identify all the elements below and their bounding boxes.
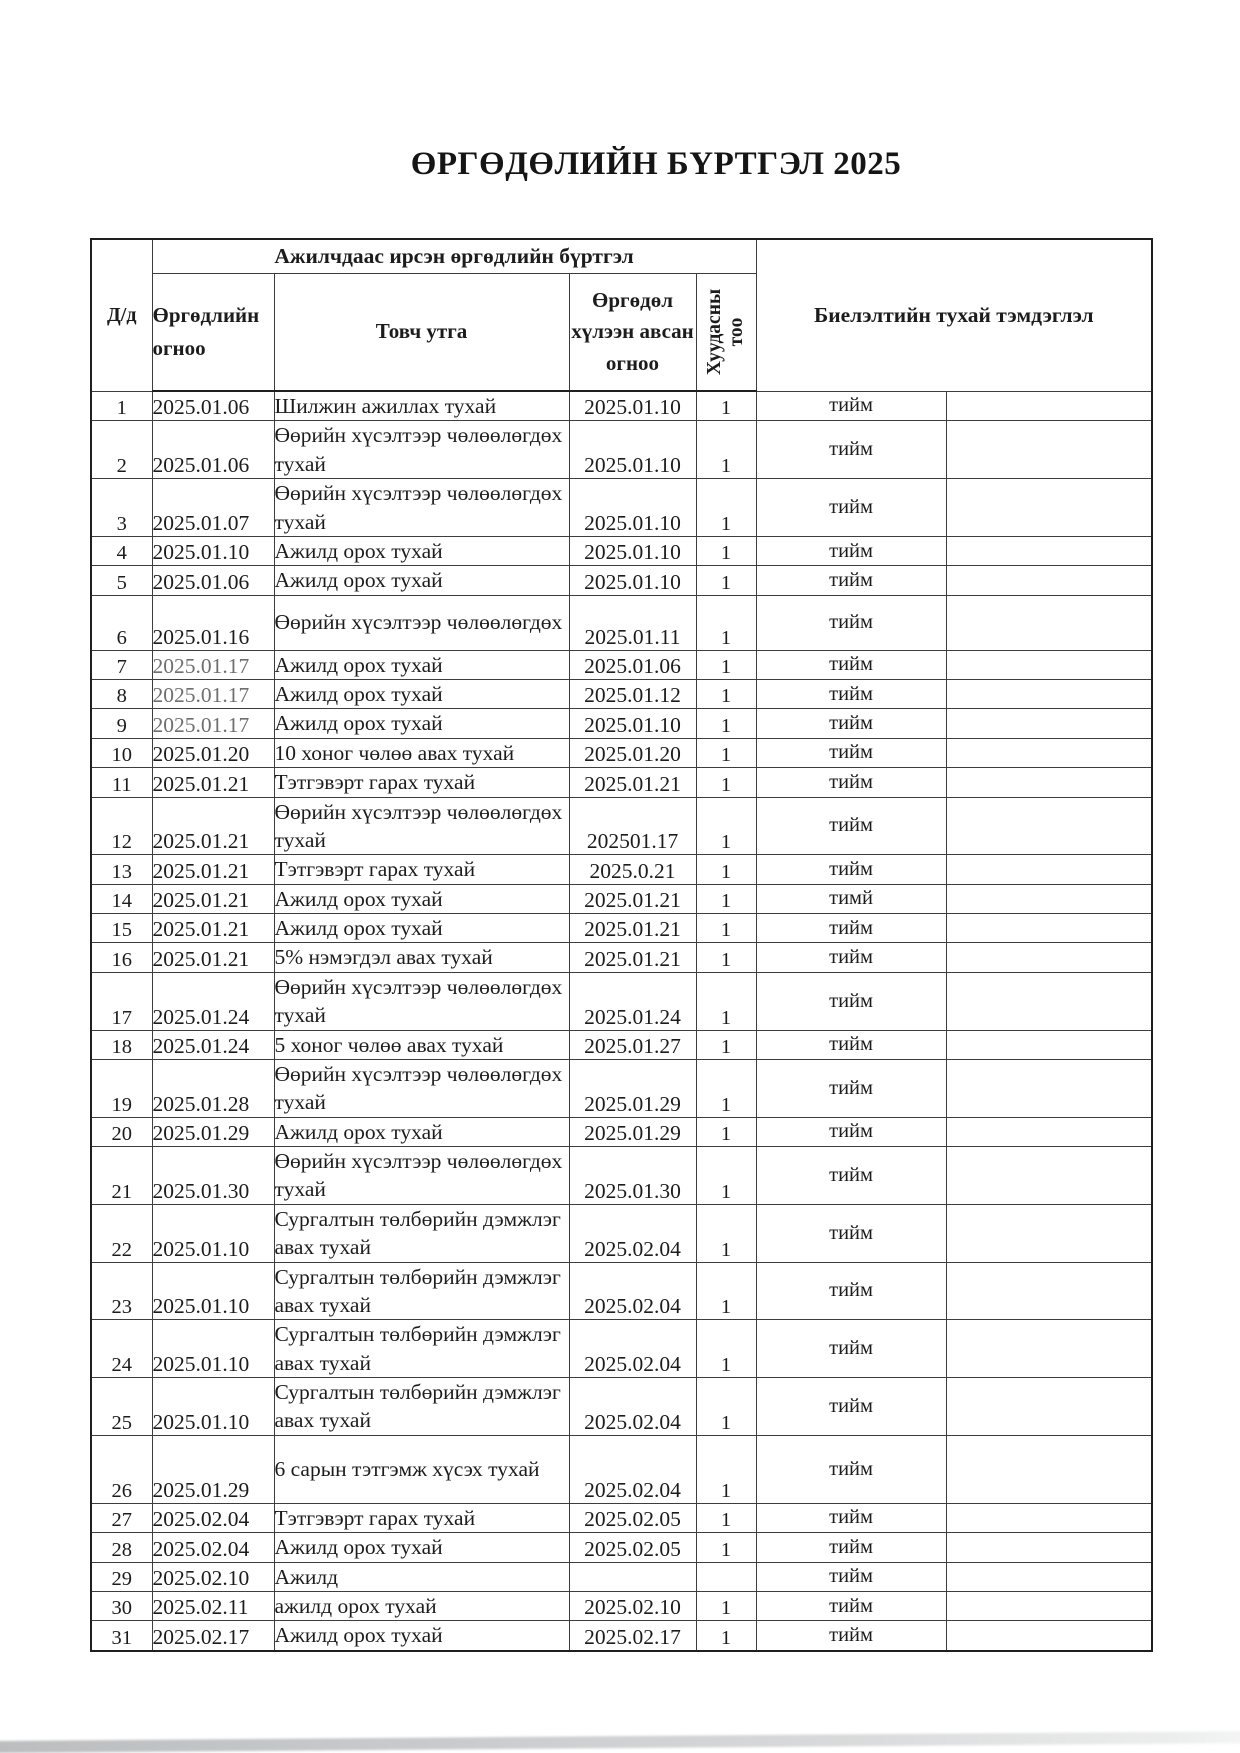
application-date-cell: 2025.02.04: [152, 1503, 274, 1532]
table-row: [91, 1533, 1152, 1562]
row-number-cell: 4: [91, 536, 152, 565]
application-date-cell: 2025.01.21: [152, 884, 274, 913]
page-count-cell: 1: [696, 1533, 756, 1562]
page-count-cell: 1: [696, 797, 756, 855]
page-count-cell: 1: [696, 1621, 756, 1651]
application-date-cell: 2025.01.24: [152, 1030, 274, 1059]
remark-cell: [946, 595, 1152, 650]
table-header: [91, 239, 1152, 391]
scan-edge-shadow: [0, 1731, 1240, 1753]
application-date-cell: 2025.01.21: [152, 914, 274, 943]
note-cell: тийм: [756, 421, 946, 479]
received-date-cell: 2025.01.10: [569, 536, 696, 565]
row-number-cell: 18: [91, 1030, 152, 1059]
table-row: [91, 884, 1152, 913]
page-count-cell: 1: [696, 1503, 756, 1532]
note-cell: тийм: [756, 566, 946, 595]
page-count-cell: 1: [696, 680, 756, 709]
remark-cell: [946, 1059, 1152, 1117]
table-row: [91, 855, 1152, 884]
table-row: [91, 943, 1152, 972]
note-cell: тийм: [756, 1147, 946, 1205]
application-date-cell: 2025.01.06: [152, 391, 274, 421]
summary-cell: Өөрийн хүсэлтээр чөлөөлөгдөх тухай: [274, 479, 569, 537]
note-cell: тийм: [756, 972, 946, 1030]
received-date-cell: 2025.01.29: [569, 1059, 696, 1117]
remark-cell: [946, 738, 1152, 767]
row-number-cell: 11: [91, 768, 152, 797]
table-row: [91, 1117, 1152, 1146]
received-date-cell: 2025.02.05: [569, 1533, 696, 1562]
table-row: [91, 709, 1152, 738]
table-row: [91, 914, 1152, 943]
received-date-cell: 2025.01.21: [569, 914, 696, 943]
row-number-cell: 27: [91, 1503, 152, 1532]
table-row: [91, 536, 1152, 565]
remark-cell: [946, 536, 1152, 565]
remark-cell: [946, 943, 1152, 972]
page-count-cell: 1: [696, 768, 756, 797]
table-row: [91, 1262, 1152, 1320]
summary-cell: Сургалтын төлбөрийн дэмжлэг авах тухай: [274, 1204, 569, 1262]
remark-cell: [946, 1378, 1152, 1436]
summary-cell: Өөрийн хүсэлтээр чөлөөлөгдөх тухай: [274, 1147, 569, 1205]
received-date-cell: 2025.01.12: [569, 680, 696, 709]
remark-cell: [946, 1621, 1152, 1651]
application-registry-table: [90, 238, 1153, 1652]
application-date-cell: 2025.02.04: [152, 1533, 274, 1562]
remark-cell: [946, 884, 1152, 913]
application-date-cell: 2025.02.10: [152, 1562, 274, 1591]
note-cell: тийм: [756, 943, 946, 972]
row-number-cell: 25: [91, 1378, 152, 1436]
note-cell: тийм: [756, 1117, 946, 1146]
page-count-cell: 1: [696, 1262, 756, 1320]
summary-cell: Тэтгэвэрт гарах тухай: [274, 768, 569, 797]
table-row: [91, 1030, 1152, 1059]
row-number-cell: 31: [91, 1621, 152, 1651]
received-date-cell: 2025.0.21: [569, 855, 696, 884]
row-number-cell: 16: [91, 943, 152, 972]
application-date-cell: 2025.01.10: [152, 1204, 274, 1262]
header-row-group: [91, 239, 1152, 273]
header-row-number: Д/д: [91, 239, 152, 391]
header-application-date: Өргөдлийн огноо: [152, 273, 274, 391]
received-date-cell: 2025.02.10: [569, 1591, 696, 1620]
received-date-cell: 2025.02.04: [569, 1320, 696, 1378]
application-date-cell: 2025.01.21: [152, 768, 274, 797]
row-number-cell: 26: [91, 1435, 152, 1503]
row-number-cell: 17: [91, 972, 152, 1030]
page-count-cell: 1: [696, 1320, 756, 1378]
summary-cell: Ажилд орох тухай: [274, 884, 569, 913]
page-count-cell: 1: [696, 536, 756, 565]
summary-cell: Тэтгэвэрт гарах тухай: [274, 1503, 569, 1532]
document-title: ӨРГӨДӨЛИЙН БҮРТГЭЛ 2025: [410, 146, 902, 182]
summary-cell: Ажилд орох тухай: [274, 1533, 569, 1562]
page-count-cell: 1: [696, 1591, 756, 1620]
received-date-cell: 2025.02.04: [569, 1262, 696, 1320]
remark-cell: [946, 709, 1152, 738]
note-cell: тийм: [756, 768, 946, 797]
remark-cell: [946, 972, 1152, 1030]
received-date-cell: 2025.02.04: [569, 1378, 696, 1436]
row-number-cell: 14: [91, 884, 152, 913]
application-date-cell: 2025.01.29: [152, 1117, 274, 1146]
application-date-cell: 2025.01.30: [152, 1147, 274, 1205]
remark-cell: [946, 1117, 1152, 1146]
page-count-cell: 1: [696, 884, 756, 913]
summary-cell: Өөрийн хүсэлтээр чөлөөлөгдөх тухай: [274, 421, 569, 479]
table-row: [91, 738, 1152, 767]
received-date-cell: [569, 1562, 696, 1591]
note-cell: тийм: [756, 1030, 946, 1059]
page-count-cell: 1: [696, 566, 756, 595]
summary-cell: Ажилд орох тухай: [274, 650, 569, 679]
summary-cell: 6 сарын тэтгэмж хүсэх тухай: [274, 1435, 569, 1503]
page-count-cell: 1: [696, 1059, 756, 1117]
summary-cell: Өөрийн хүсэлтээр чөлөөлөгдөх: [274, 595, 569, 650]
table-row: [91, 391, 1152, 421]
note-cell: тийм: [756, 1533, 946, 1562]
note-cell: тийм: [756, 595, 946, 650]
received-date-cell: 2025.01.29: [569, 1117, 696, 1146]
summary-cell: 5% нэмэгдэл авах тухай: [274, 943, 569, 972]
remark-cell: [946, 566, 1152, 595]
table-row: [91, 1503, 1152, 1532]
note-cell: тийм: [756, 479, 946, 537]
note-cell: тийм: [756, 1621, 946, 1651]
table-row: [91, 566, 1152, 595]
row-number-cell: 2: [91, 421, 152, 479]
page-count-cell: 1: [696, 738, 756, 767]
received-date-cell: 2025.01.20: [569, 738, 696, 767]
row-number-cell: 28: [91, 1533, 152, 1562]
received-date-cell: 2025.01.21: [569, 768, 696, 797]
application-date-cell: 2025.01.16: [152, 595, 274, 650]
table-row: [91, 479, 1152, 537]
summary-cell: Ажилд орох тухай: [274, 680, 569, 709]
table-row: [91, 1320, 1152, 1378]
note-cell: тийм: [756, 680, 946, 709]
note-cell: тийм: [756, 536, 946, 565]
application-date-cell: 2025.01.10: [152, 1320, 274, 1378]
page-count-cell: 1: [696, 1147, 756, 1205]
note-cell: тимй: [756, 884, 946, 913]
application-date-cell: 2025.01.17: [152, 680, 274, 709]
remark-cell: [946, 768, 1152, 797]
page-count-cell: 1: [696, 1204, 756, 1262]
remark-cell: [946, 1533, 1152, 1562]
received-date-cell: 2025.02.05: [569, 1503, 696, 1532]
row-number-cell: 22: [91, 1204, 152, 1262]
summary-cell: Тэтгэвэрт гарах тухай: [274, 855, 569, 884]
summary-cell: 5 хоног чөлөө авах тухай: [274, 1030, 569, 1059]
application-date-cell: 2025.01.21: [152, 943, 274, 972]
row-number-cell: 10: [91, 738, 152, 767]
application-date-cell: 2025.01.21: [152, 797, 274, 855]
summary-cell: Өөрийн хүсэлтээр чөлөөлөгдөх тухай: [274, 797, 569, 855]
page-count-cell: 1: [696, 709, 756, 738]
row-number-cell: 3: [91, 479, 152, 537]
page-count-cell: 1: [696, 595, 756, 650]
remark-cell: [946, 1503, 1152, 1532]
application-date-cell: 2025.01.06: [152, 421, 274, 479]
table-row: [91, 421, 1152, 479]
table-row: [91, 1621, 1152, 1651]
row-number-cell: 12: [91, 797, 152, 855]
application-date-cell: 2025.01.29: [152, 1435, 274, 1503]
remark-cell: [946, 855, 1152, 884]
header-group-title: Ажилчдаас ирсэн өргөдлийн бүртгэл: [152, 239, 756, 273]
header-page-count: [696, 273, 756, 391]
remark-cell: [946, 391, 1152, 421]
application-date-cell: 2025.01.17: [152, 650, 274, 679]
received-date-cell: 2025.01.10: [569, 479, 696, 537]
note-cell: тийм: [756, 709, 946, 738]
summary-cell: Өөрийн хүсэлтээр чөлөөлөгдөх тухай: [274, 1059, 569, 1117]
table-row: [91, 1059, 1152, 1117]
page-count-cell: 1: [696, 914, 756, 943]
page-count-cell: 1: [696, 855, 756, 884]
row-number-cell: 13: [91, 855, 152, 884]
received-date-cell: 2025.02.04: [569, 1435, 696, 1503]
note-cell: тийм: [756, 1204, 946, 1262]
table-row: [91, 1562, 1152, 1591]
remark-cell: [946, 1320, 1152, 1378]
note-cell: тийм: [756, 1435, 946, 1503]
remark-cell: [946, 1591, 1152, 1620]
row-number-cell: 15: [91, 914, 152, 943]
remark-cell: [946, 914, 1152, 943]
summary-cell: Ажилд орох тухай: [274, 709, 569, 738]
page-count-cell: 1: [696, 1030, 756, 1059]
row-number-cell: 30: [91, 1591, 152, 1620]
row-number-cell: 9: [91, 709, 152, 738]
table-row: [91, 1435, 1152, 1503]
note-cell: тийм: [756, 1591, 946, 1620]
note-cell: тийм: [756, 1503, 946, 1532]
page-count-cell: 1: [696, 943, 756, 972]
summary-cell: 10 хоног чөлөө авах тухай: [274, 738, 569, 767]
table-row: [91, 1591, 1152, 1620]
row-number-cell: 20: [91, 1117, 152, 1146]
note-cell: тийм: [756, 1378, 946, 1436]
row-number-cell: 1: [91, 391, 152, 421]
note-cell: тийм: [756, 797, 946, 855]
remark-cell: [946, 797, 1152, 855]
page-count-cell: 1: [696, 391, 756, 421]
received-date-cell: 2025.01.11: [569, 595, 696, 650]
application-date-cell: 2025.01.10: [152, 1378, 274, 1436]
table-row: [91, 768, 1152, 797]
application-date-cell: 2025.01.28: [152, 1059, 274, 1117]
page-count-cell: 1: [696, 1435, 756, 1503]
note-cell: тийм: [756, 391, 946, 421]
received-date-cell: 2025.02.04: [569, 1204, 696, 1262]
header-page-count-vertical-label: Хуудасны тоо: [704, 288, 748, 375]
row-number-cell: 7: [91, 650, 152, 679]
table-row: [91, 680, 1152, 709]
application-date-cell: 2025.01.10: [152, 1262, 274, 1320]
received-date-cell: 2025.02.17: [569, 1621, 696, 1651]
received-date-cell: 2025.01.06: [569, 650, 696, 679]
summary-cell: Ажилд орох тухай: [274, 914, 569, 943]
row-number-cell: 19: [91, 1059, 152, 1117]
table-row: [91, 972, 1152, 1030]
application-date-cell: 2025.01.24: [152, 972, 274, 1030]
summary-cell: Ажилд орох тухай: [274, 1621, 569, 1651]
table-row: [91, 1147, 1152, 1205]
page-count-cell: 1: [696, 1117, 756, 1146]
remark-cell: [946, 421, 1152, 479]
row-number-cell: 24: [91, 1320, 152, 1378]
application-date-cell: 2025.01.07: [152, 479, 274, 537]
remark-cell: [946, 1030, 1152, 1059]
received-date-cell: 2025.01.30: [569, 1147, 696, 1205]
summary-cell: Сургалтын төлбөрийн дэмжлэг авах тухай: [274, 1262, 569, 1320]
note-cell: тийм: [756, 1320, 946, 1378]
received-date-cell: 2025.01.10: [569, 391, 696, 421]
received-date-cell: 2025.01.21: [569, 943, 696, 972]
summary-cell: Ажилд орох тухай: [274, 566, 569, 595]
table-row: [91, 1204, 1152, 1262]
received-date-cell: 202501.17: [569, 797, 696, 855]
received-date-cell: 2025.01.10: [569, 421, 696, 479]
summary-cell: Өөрийн хүсэлтээр чөлөөлөгдөх тухай: [274, 972, 569, 1030]
remark-cell: [946, 1562, 1152, 1591]
page-count-cell: 1: [696, 972, 756, 1030]
remark-cell: [946, 479, 1152, 537]
row-number-cell: 6: [91, 595, 152, 650]
note-cell: тийм: [756, 1059, 946, 1117]
summary-cell: Сургалтын төлбөрийн дэмжлэг авах тухай: [274, 1320, 569, 1378]
table-row: [91, 1378, 1152, 1436]
application-date-cell: 2025.01.10: [152, 536, 274, 565]
remark-cell: [946, 650, 1152, 679]
table-body: [91, 391, 1152, 1651]
row-number-cell: 23: [91, 1262, 152, 1320]
note-cell: тийм: [756, 738, 946, 767]
remark-cell: [946, 1147, 1152, 1205]
page-count-cell: 1: [696, 421, 756, 479]
remark-cell: [946, 1262, 1152, 1320]
note-cell: тийм: [756, 1262, 946, 1320]
application-date-cell: 2025.01.06: [152, 566, 274, 595]
summary-cell: Шилжин ажиллах тухай: [274, 391, 569, 421]
received-date-cell: 2025.01.21: [569, 884, 696, 913]
note-cell: тийм: [756, 650, 946, 679]
application-date-cell: 2025.01.20: [152, 738, 274, 767]
application-date-cell: 2025.01.17: [152, 709, 274, 738]
summary-cell: Ажилд орох тухай: [274, 536, 569, 565]
page-count-cell: 1: [696, 650, 756, 679]
note-cell: тийм: [756, 914, 946, 943]
summary-cell: Ажилд орох тухай: [274, 1117, 569, 1146]
remark-cell: [946, 1204, 1152, 1262]
page-count-cell: 1: [696, 479, 756, 537]
table-row: [91, 650, 1152, 679]
row-number-cell: 8: [91, 680, 152, 709]
note-cell: тийм: [756, 1562, 946, 1591]
row-number-cell: 5: [91, 566, 152, 595]
header-note: Биелэлтийн тухай тэмдэглэл: [756, 239, 1152, 391]
received-date-cell: 2025.01.24: [569, 972, 696, 1030]
application-date-cell: 2025.01.21: [152, 855, 274, 884]
application-date-cell: 2025.02.11: [152, 1591, 274, 1620]
header-received-date: Өргөдөл хүлээн авсан огноо: [569, 273, 696, 391]
row-number-cell: 29: [91, 1562, 152, 1591]
summary-cell: ажилд орох тухай: [274, 1591, 569, 1620]
remark-cell: [946, 680, 1152, 709]
page-count-cell: [696, 1562, 756, 1591]
application-date-cell: 2025.02.17: [152, 1621, 274, 1651]
received-date-cell: 2025.01.10: [569, 709, 696, 738]
table-row: [91, 595, 1152, 650]
note-cell: тийм: [756, 855, 946, 884]
summary-cell: Ажилд: [274, 1562, 569, 1591]
table-row: [91, 797, 1152, 855]
header-summary: Товч утга: [274, 273, 569, 391]
row-number-cell: 21: [91, 1147, 152, 1205]
remark-cell: [946, 1435, 1152, 1503]
summary-cell: Сургалтын төлбөрийн дэмжлэг авах тухай: [274, 1378, 569, 1436]
page-count-cell: 1: [696, 1378, 756, 1436]
received-date-cell: 2025.01.27: [569, 1030, 696, 1059]
received-date-cell: 2025.01.10: [569, 566, 696, 595]
